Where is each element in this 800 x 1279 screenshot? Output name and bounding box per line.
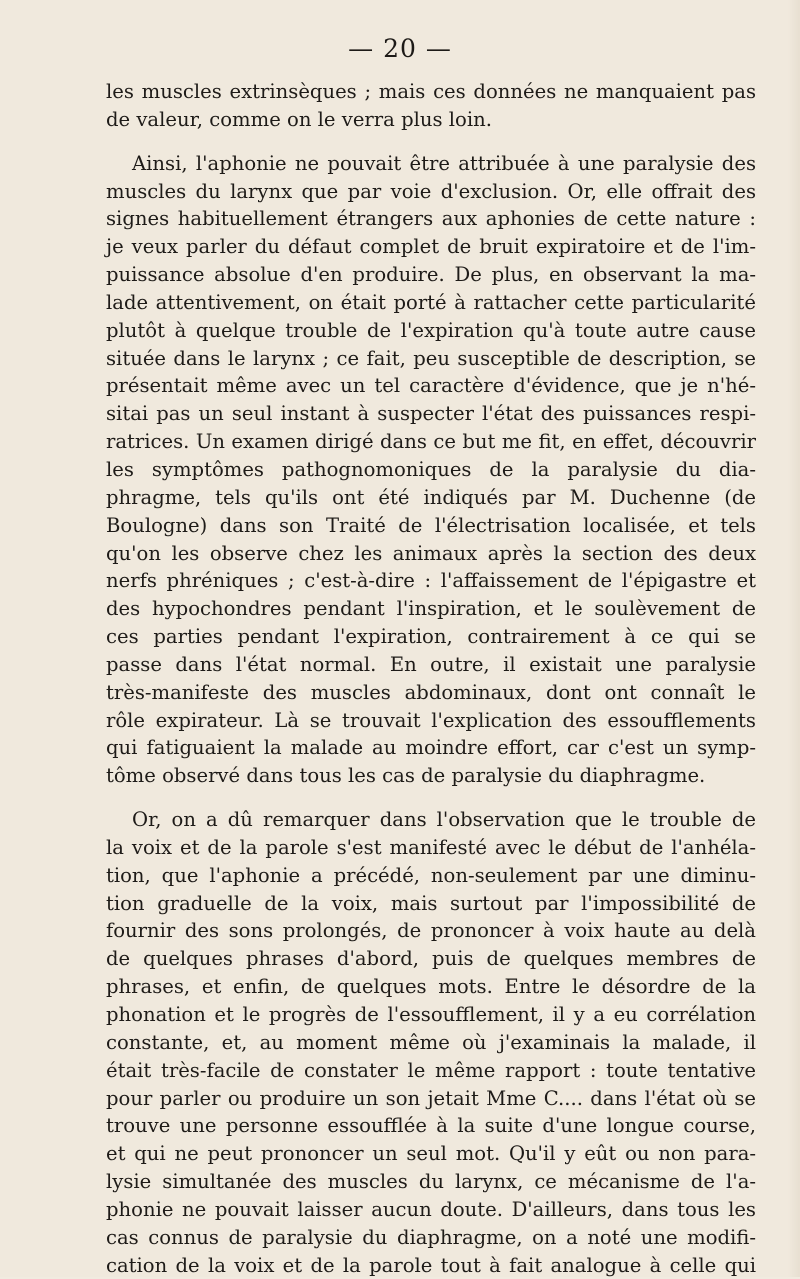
text-line: signes habituellement étrangers aux aphonies de cette nature : bbox=[106, 207, 756, 231]
text-line: était très-facile de constater le même rapport : toute tentative bbox=[106, 1058, 756, 1082]
text-line: présentait même avec un tel caractère d'évidence, que je n'hé- bbox=[106, 374, 756, 398]
text-line: la voix et de la parole s'est manifesté avec le début de l'anhéla- bbox=[106, 835, 756, 859]
text-line: phragme, tels qu'ils ont été indiqués par M. Duchenne (de bbox=[106, 485, 756, 509]
page-number: — 20 — bbox=[348, 34, 452, 63]
text-line: fournir des sons prolongés, de prononcer à voix haute au delà bbox=[106, 919, 756, 943]
text-line: de valeur, comme on le verra plus loin. bbox=[106, 107, 492, 131]
text-line: constante, et, au moment même où j'examinais la malade, il bbox=[106, 1030, 756, 1054]
text-line: qu'on les observe chez les animaux après la section des deux bbox=[106, 541, 756, 565]
text-line: tion, que l'aphonie a précédé, non-seulement par une diminu- bbox=[106, 863, 756, 887]
text-line: Or, on a dû remarquer dans l'observation que le trouble de bbox=[132, 808, 756, 832]
text-line: située dans le larynx ; ce fait, peu susceptible de description, se bbox=[106, 346, 756, 370]
text-line: Ainsi, l'aphonie ne pouvait être attribuée à une paralysie des bbox=[132, 151, 756, 175]
text-line: rôle expirateur. Là se trouvait l'explication des essoufflements bbox=[106, 708, 756, 732]
text-line: puissance absolue d'en produire. De plus, en observant la ma- bbox=[106, 263, 756, 287]
text-line: phonie ne pouvait laisser aucun doute. D'ailleurs, dans tous les bbox=[106, 1197, 756, 1221]
body-text bbox=[106, 78, 756, 1279]
text-line: tôme observé dans tous les cas de paralysie du diaphragme. bbox=[106, 764, 706, 788]
text-line: sitai pas un seul instant à suspecter l'état des puissances respi- bbox=[106, 402, 756, 426]
text-line: des hypochondres pendant l'inspiration, et le soulèvement de bbox=[106, 597, 756, 621]
text-line: tion graduelle de la voix, mais surtout par l'impossibilité de bbox=[106, 891, 756, 915]
text-line: très-manifeste des muscles abdominaux, dont ont connaît le bbox=[106, 680, 756, 704]
text-line: phrases, et enfin, de quelques mots. Entre le désordre de la bbox=[106, 975, 756, 999]
text-line: je veux parler du défaut complet de bruit expiratoire et de l'im- bbox=[106, 235, 756, 259]
text-line: phonation et le progrès de l'essoufflement, il y a eu corrélation bbox=[106, 1003, 756, 1026]
text-line: plutôt à quelque trouble de l'expiration qu'à toute autre cause bbox=[106, 318, 756, 342]
text-line: ratrices. Un examen dirigé dans ce but me fit, en effet, découvrir bbox=[106, 430, 756, 454]
text-line: lysie simultanée des muscles du larynx, ce mécanisme de l'a- bbox=[106, 1170, 756, 1194]
text-line: pour parler ou produire un son jetait Mme C.... dans l'état où se bbox=[106, 1086, 756, 1110]
paragraph-1 bbox=[106, 78, 756, 134]
page-edge-shadow bbox=[788, 0, 800, 1277]
text-line: les muscles extrinsèques ; mais ces données ne manquaient pas bbox=[106, 80, 756, 103]
text-line: Boulogne) dans son Traité de l'électrisation localisée, et tels bbox=[106, 513, 756, 537]
text-line: cation de la voix et de la parole tout à fait analogue à celle qui bbox=[106, 1253, 756, 1277]
text-line: passe dans l'état normal. En outre, il existait une paralysie bbox=[106, 652, 756, 676]
text-line: ces parties pendant l'expiration, contrairement à ce qui se bbox=[106, 625, 756, 649]
text-line: cas connus de paralysie du diaphragme, on a noté une modifi- bbox=[106, 1225, 756, 1249]
text-line: trouve une personne essoufflée à la suite d'une longue course, bbox=[106, 1114, 756, 1138]
text-line: lade attentivement, on était porté à rattacher cette particularité bbox=[106, 290, 756, 314]
text-line: nerfs phréniques ; c'est-à-dire : l'affaissement de l'épigastre et bbox=[106, 569, 756, 593]
text-line: muscles du larynx que par voie d'exclusion. Or, elle offrait des bbox=[106, 179, 756, 203]
text-line: et qui ne peut prononcer un seul mot. Qu'il y eût ou non para- bbox=[106, 1142, 756, 1166]
text-line: de quelques phrases d'abord, puis de quelques membres de bbox=[106, 947, 756, 971]
text-line: qui fatiguaient la malade au moindre effort, car c'est un symp- bbox=[106, 736, 756, 760]
paragraph-3 bbox=[106, 806, 756, 1279]
paragraph-2 bbox=[106, 150, 756, 790]
text-line: les symptômes pathognomoniques de la paralysie du dia- bbox=[106, 457, 756, 481]
